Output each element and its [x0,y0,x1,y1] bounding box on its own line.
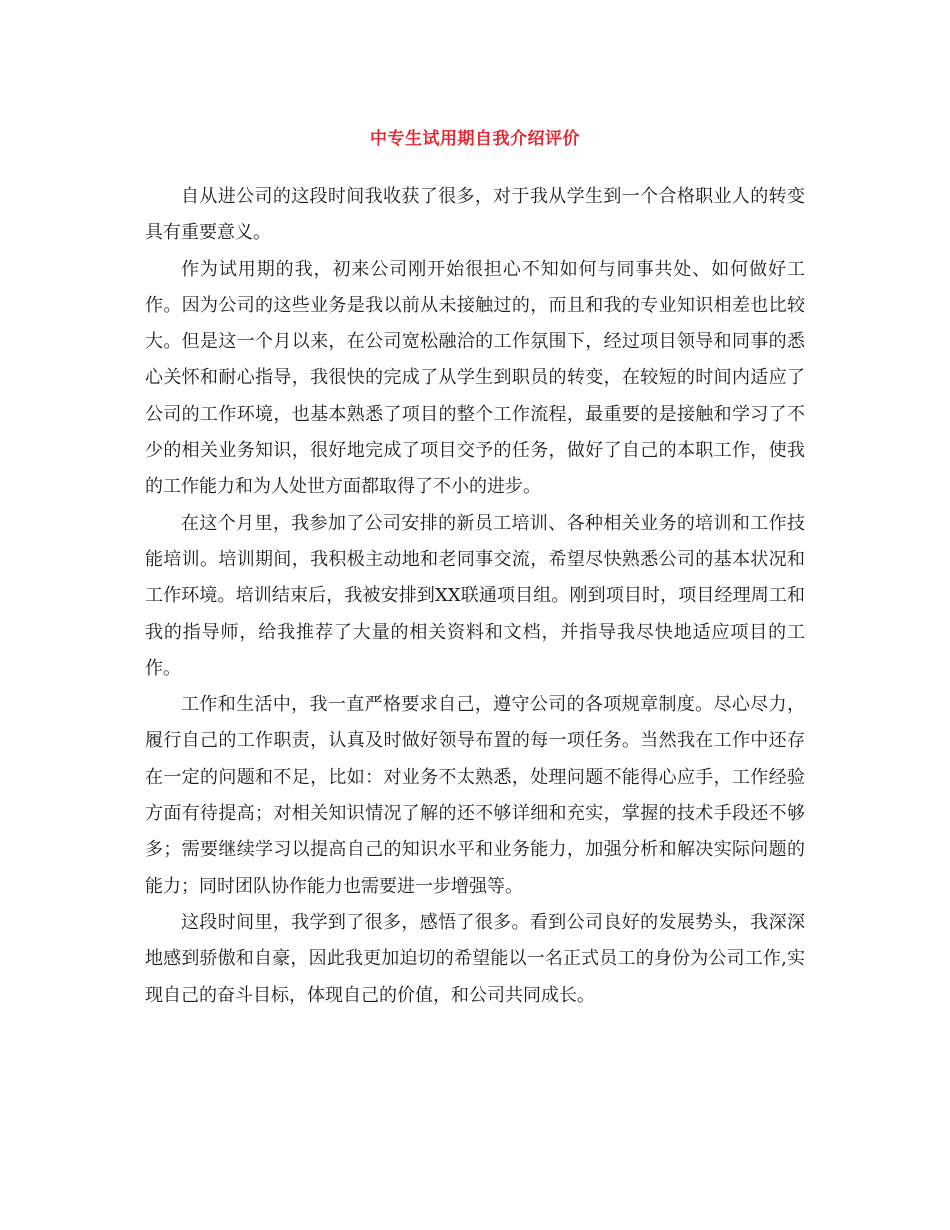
document-title: 中专生试用期自我介绍评价 [370,129,580,149]
document-body [145,179,805,1014]
paragraph-5: 这段时间里，我学到了很多，感悟了很多。看到公司良好的发展势头，我深深地感到骄傲和自豪，因此我更加迫切的希望能以一名正式员工的身份为公司工作,实现自己的奋斗目标，体现自己的价值，和公司共同成长。 [145,911,805,1006]
paragraph-2: 作为试用期的我，初来公司刚开始很担心不知如何与同事共处、如何做好工作。因为公司的这些业务是我以前从未接触过的，而且和我的专业知识相差也比较大。但是这一个月以来，在公司宽松融洽的工作氛围下，经过项目领导和同事的悉心关怀和耐心指导，我很快的完成了从学生到职员的转变，在较短的时间内适应了公司的工作环境，也基本熟悉了项目的整个工作流程，最重要的是接触和学习了不少的相关业务知识，很好地完成了项目交予的任务，做好了自己的本职工作，使我的工作能力和为人处世方面都取得了不小的进步。 [145,258,805,498]
paragraph-3: 在这个月里，我参加了公司安排的新员工培训、各种相关业务的培训和工作技能培训。培训期间，我积极主动地和老同事交流，希望尽快熟悉公司的基本状况和工作环境。培训结束后，我被安排到XX联通项目组。刚到项目时，项目经理周工和我的指导师，给我推荐了大量的相关资料和文档，并指导我尽快地适应项目的工作。 [145,512,805,679]
paragraph-4: 工作和生活中，我一直严格要求自己，遵守公司的各项规章制度。尽心尽力，履行自己的工作职责，认真及时做好领导布置的每一项任务。当然我在工作中还存在一定的问题和不足，比如：对业务不太熟悉，处理问题不能得心应手，工作经验方面有待提高；对相关知识情况了解的还不够详细和充实，掌握的技术手段还不够多；需要继续学习以提高自己的知识水平和业务能力，加强分析和解决实际问题的能力；同时团队协作能力也需要进一步增强等。 [145,694,805,897]
paragraph-1: 自从进公司的这段时间我收获了很多，对于我从学生到一个合格职业人的转变具有重要意义。 [145,186,805,244]
